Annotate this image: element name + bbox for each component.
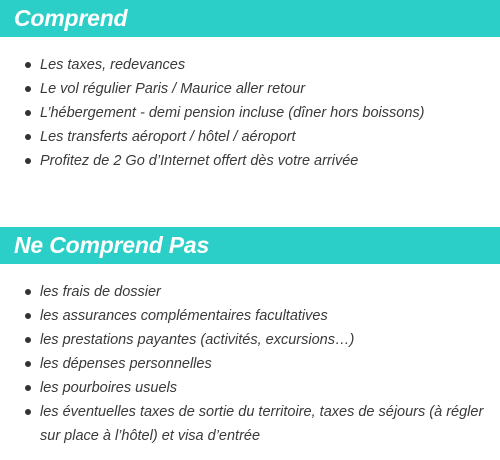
list-item [0, 352, 500, 376]
list-item [0, 328, 500, 352]
included-section [0, 0, 500, 173]
bullet-icon [25, 134, 31, 140]
list-item [0, 400, 500, 448]
bullet-icon [25, 86, 31, 92]
bullet-icon [25, 62, 31, 68]
bullet-icon [25, 313, 31, 319]
excluded-section-title: Ne Comprend Pas [0, 227, 500, 264]
list-item-text: les prestations payantes (activités, excursions…) [40, 332, 355, 348]
list-item-text: les dépenses personnelles [40, 356, 212, 372]
bullet-icon [25, 289, 31, 295]
list-item [0, 101, 500, 125]
list-item [0, 149, 500, 173]
list-item-text: les éventuelles taxes de sortie du territoire, taxes de séjours (à régler sur place à l’hôtel) et visa d’entrée [40, 404, 484, 444]
list-item-text: Profitez de 2 Go d’Internet offert dès votre arrivée [40, 153, 359, 169]
list-item [0, 77, 500, 101]
list-item-text: Les taxes, redevances [40, 57, 186, 73]
list-item-text: les pourboires usuels [40, 380, 178, 396]
included-section-title: Comprend [0, 0, 500, 37]
list-item-text: L’hébergement - demi pension incluse (dîner hors boissons) [40, 105, 425, 121]
bullet-icon [25, 385, 31, 391]
list-item-text: Les transferts aéroport / hôtel / aéroport [40, 129, 296, 145]
excluded-list [0, 264, 500, 448]
list-item [0, 304, 500, 328]
excluded-section [0, 227, 500, 448]
list-item [0, 280, 500, 304]
bullet-icon [25, 361, 31, 367]
bullet-icon [25, 158, 31, 164]
bullet-icon [25, 110, 31, 116]
bullet-icon [25, 409, 31, 415]
bullet-icon [25, 337, 31, 343]
list-item [0, 53, 500, 77]
list-item [0, 125, 500, 149]
list-item-text: Le vol régulier Paris / Maurice aller retour [40, 81, 306, 97]
list-item-text: les assurances complémentaires facultatives [40, 308, 328, 324]
list-item [0, 376, 500, 400]
included-list [0, 37, 500, 173]
list-item-text: les frais de dossier [40, 284, 161, 300]
